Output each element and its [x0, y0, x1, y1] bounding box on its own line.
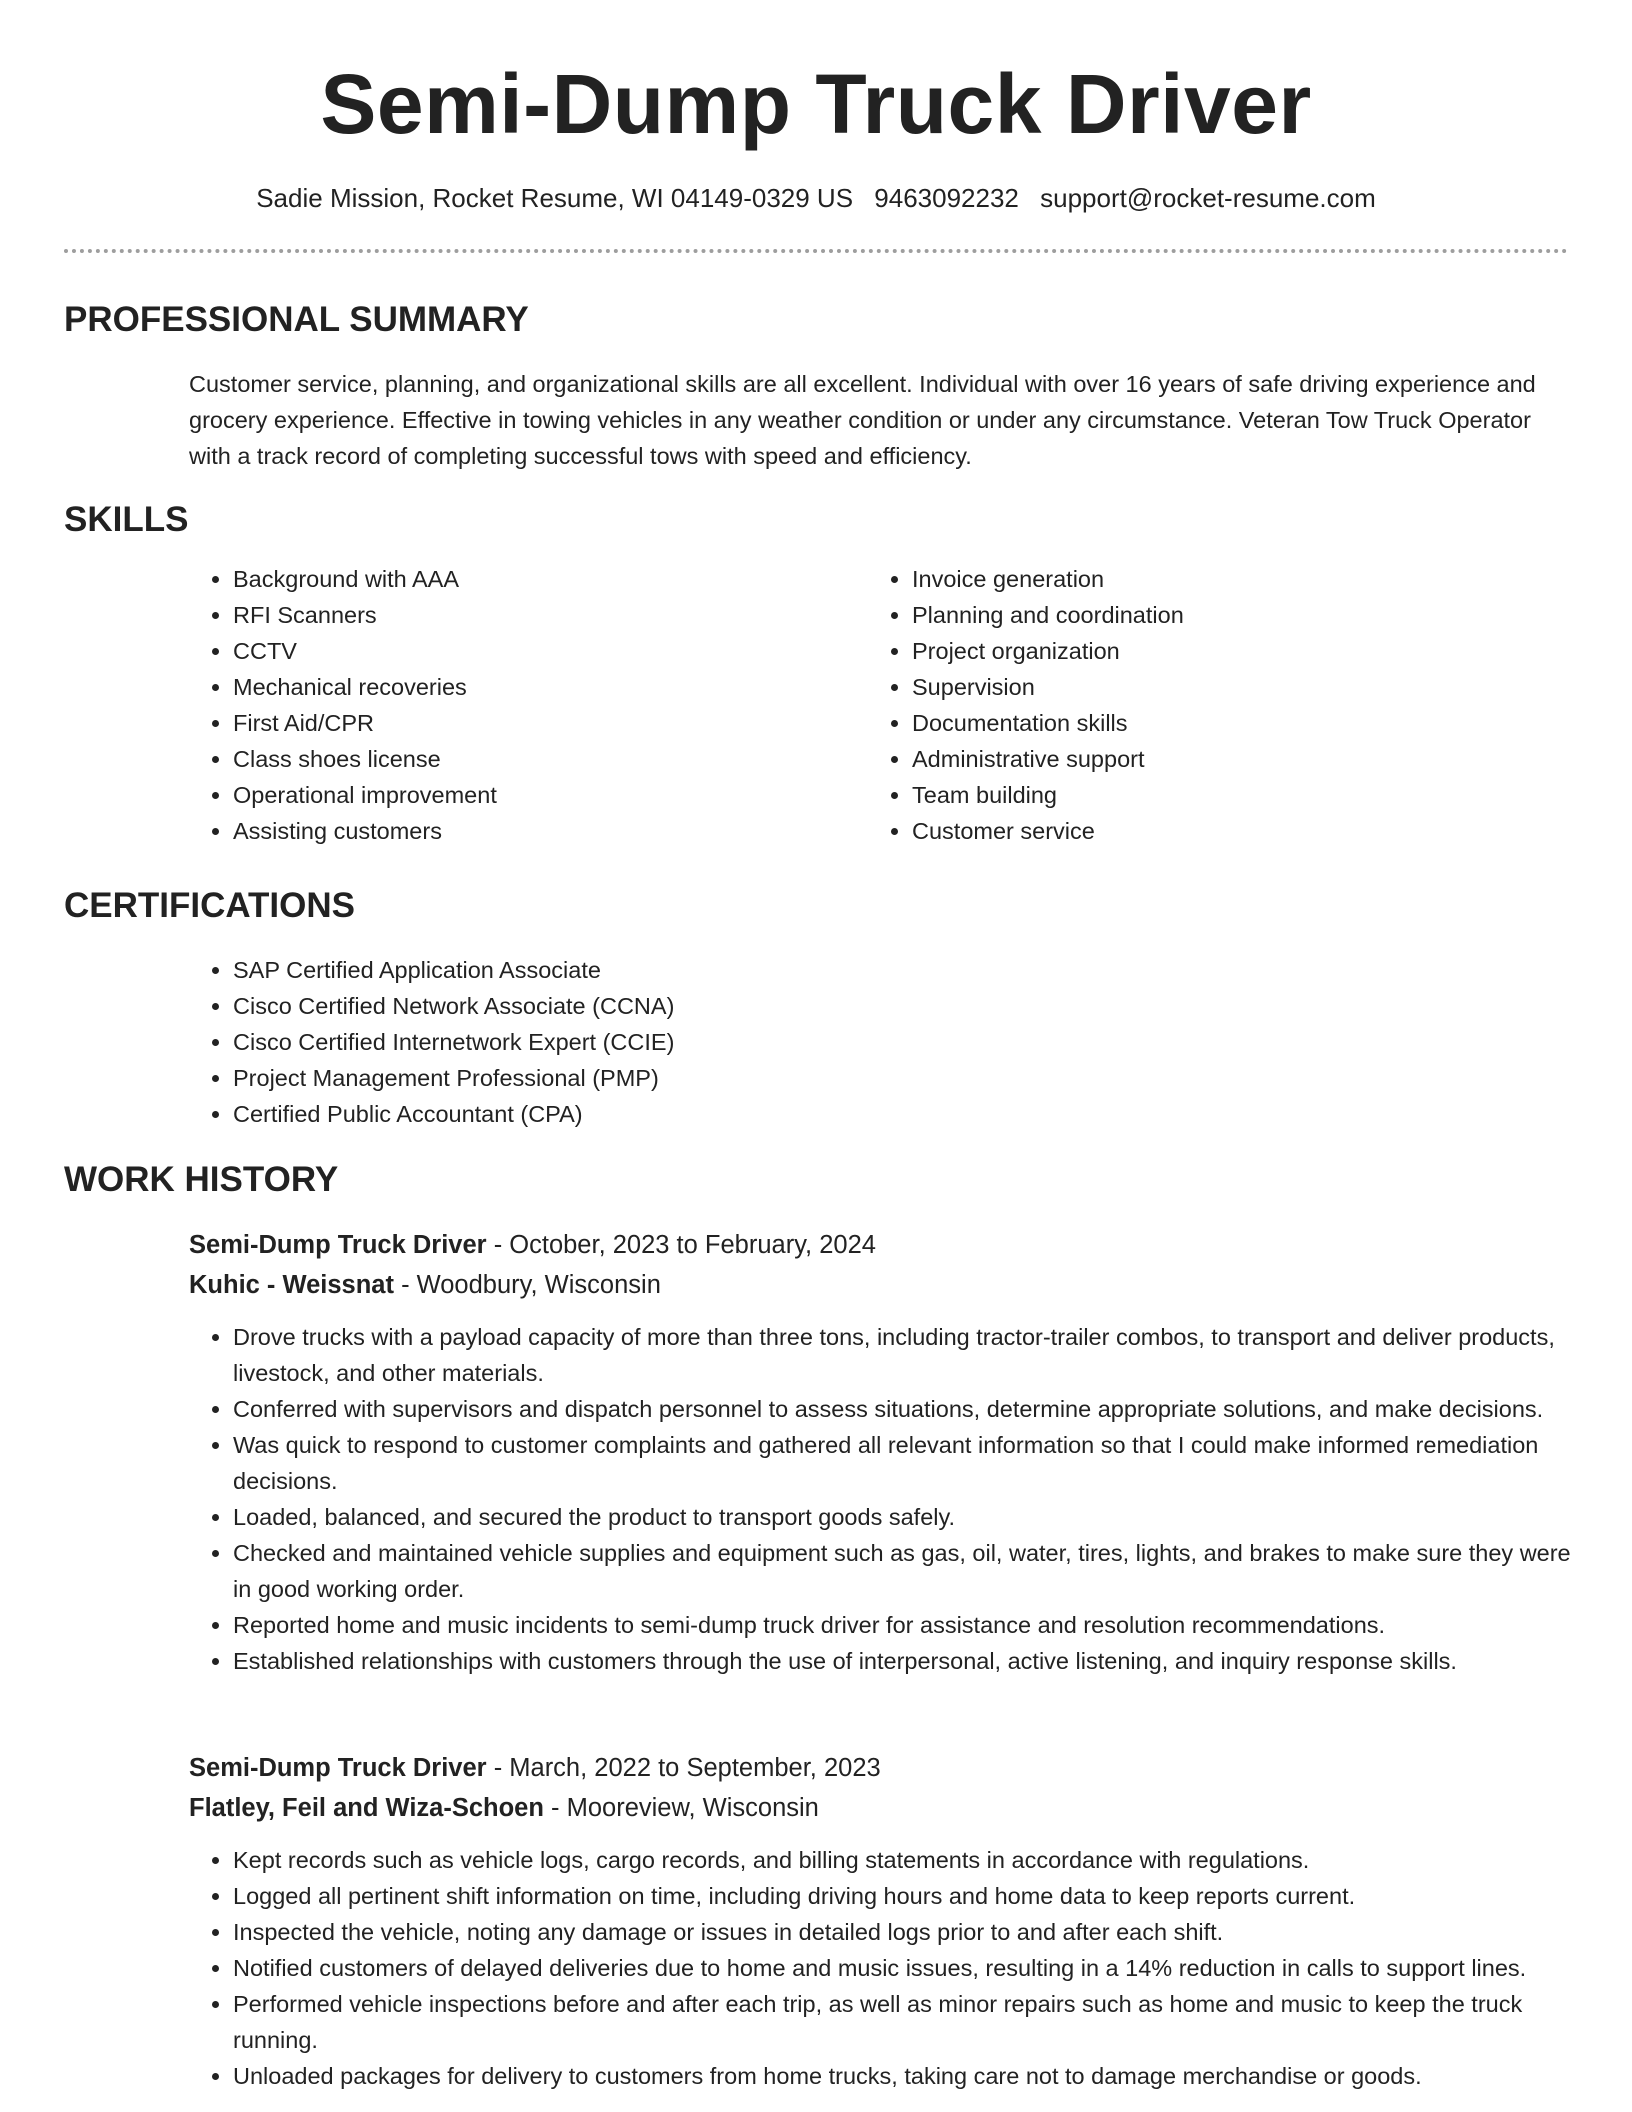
contact-email: support@rocket-resume.com	[1040, 183, 1376, 213]
job-title-line	[189, 1748, 881, 1788]
skill-item: • CCTV	[233, 633, 853, 669]
skill-item: • Documentation skills	[912, 705, 1532, 741]
skill-item: • Background with AAA	[233, 561, 853, 597]
job-duty-item: • Inspected the vehicle, noting any damage or issues in detailed logs prior to and after each shift.	[233, 1914, 1593, 1950]
job-duty-item: • Drove trucks with a payload capacity of more than three tons, including tractor-trailer combos, to transport and deliver products, livestock, and other materials.	[233, 1319, 1593, 1391]
job-duty-item: • Established relationships with customers through the use of interpersonal, active listening, and inquiry response skills.	[233, 1643, 1593, 1679]
skills-list-left	[189, 561, 853, 849]
skill-item: • Planning and coordination	[912, 597, 1532, 633]
job-dates: - October, 2023 to February, 2024	[486, 1231, 876, 1259]
job-company-line	[189, 1788, 819, 1828]
job-company: Kuhic - Weissnat	[189, 1271, 394, 1299]
skill-item: • Team building	[912, 777, 1532, 813]
certification-item: • SAP Certified Application Associate	[233, 952, 1533, 988]
contact-line	[0, 180, 1632, 216]
candidate-name: Semi-Dump Truck Driver	[320, 57, 1312, 151]
certifications-list	[189, 952, 1533, 1132]
job-duty-item: • Notified customers of delayed deliveries due to home and music issues, resulting in a 14% reduction in calls to support lines.	[233, 1950, 1593, 1986]
job-company-line	[189, 1265, 661, 1305]
job-duties-list	[189, 1842, 1593, 2094]
job-duty-item: • Loaded, balanced, and secured the product to transport goods safely.	[233, 1499, 1593, 1535]
skill-item: • Supervision	[912, 669, 1532, 705]
job-duties-list	[189, 1319, 1593, 1679]
summary-text: Customer service, planning, and organizational skills are all excellent. Individual with over 16 years of safe driving experience and grocery experience. Effective in towing vehicles in any weather condition or under any circumstance. Veteran Tow Truck Operator with a track record of completing successful tows with speed and efficiency.	[189, 371, 1536, 469]
job-duty-item: • Unloaded packages for delivery to customers from home trucks, taking care not to damage merchandise or goods.	[233, 2058, 1593, 2094]
certification-item: • Certified Public Accountant (CPA)	[233, 1096, 1533, 1132]
job-duty-item: • Logged all pertinent shift information on time, including driving hours and home data to keep reports current.	[233, 1878, 1593, 1914]
job-duty-item: • Performed vehicle inspections before and after each trip, as well as minor repairs such as home and music to keep the truck running.	[233, 1986, 1593, 2058]
job-duty-item: • Kept records such as vehicle logs, cargo records, and billing statements in accordance with regulations.	[233, 1842, 1593, 1878]
job-location: - Woodbury, Wisconsin	[393, 1271, 661, 1299]
skill-item: • Invoice generation	[912, 561, 1532, 597]
job-duty-item: • Reported home and music incidents to semi-dump truck driver for assistance and resolution recommendations.	[233, 1607, 1593, 1643]
job-role: Semi-Dump Truck Driver	[189, 1231, 487, 1259]
skill-item: • Assisting customers	[233, 813, 853, 849]
job-dates: - March, 2022 to September, 2023	[486, 1754, 881, 1782]
skills-heading: SKILLS	[64, 500, 189, 539]
header-divider	[64, 249, 1568, 253]
job-duty-item: • Checked and maintained vehicle supplies and equipment such as gas, oil, water, tires, lights, and brakes to make sure they were in good working order.	[233, 1535, 1593, 1607]
work-history-heading: WORK HISTORY	[64, 1160, 339, 1199]
skill-item: • Operational improvement	[233, 777, 853, 813]
certification-item: • Project Management Professional (PMP)	[233, 1060, 1533, 1096]
certification-item: • Cisco Certified Network Associate (CCNA)	[233, 988, 1533, 1024]
skills-list-right	[868, 561, 1532, 849]
certifications-heading: CERTIFICATIONS	[64, 886, 356, 925]
skill-item: • RFI Scanners	[233, 597, 853, 633]
job-company: Flatley, Feil and Wiza-Schoen	[189, 1794, 544, 1822]
certification-item: • Cisco Certified Internetwork Expert (CCIE)	[233, 1024, 1533, 1060]
skill-item: • Customer service	[912, 813, 1532, 849]
job-role: Semi-Dump Truck Driver	[189, 1754, 487, 1782]
summary-heading: PROFESSIONAL SUMMARY	[64, 300, 529, 339]
skill-item: • Project organization	[912, 633, 1532, 669]
skill-item: • Mechanical recoveries	[233, 669, 853, 705]
contact-phone: 9463092232	[874, 183, 1019, 213]
skill-item: • First Aid/CPR	[233, 705, 853, 741]
contact-address: Sadie Mission, Rocket Resume, WI 04149-0329 US	[256, 183, 854, 213]
job-duty-item: • Was quick to respond to customer complaints and gathered all relevant information so that I could make informed remediation decisions.	[233, 1427, 1593, 1499]
job-title-line	[189, 1225, 876, 1265]
job-duty-item: • Conferred with supervisors and dispatch personnel to assess situations, determine appropriate solutions, and make decisions.	[233, 1391, 1593, 1427]
job-location: - Mooreview, Wisconsin	[543, 1794, 819, 1822]
skill-item: • Class shoes license	[233, 741, 853, 777]
skill-item: • Administrative support	[912, 741, 1532, 777]
